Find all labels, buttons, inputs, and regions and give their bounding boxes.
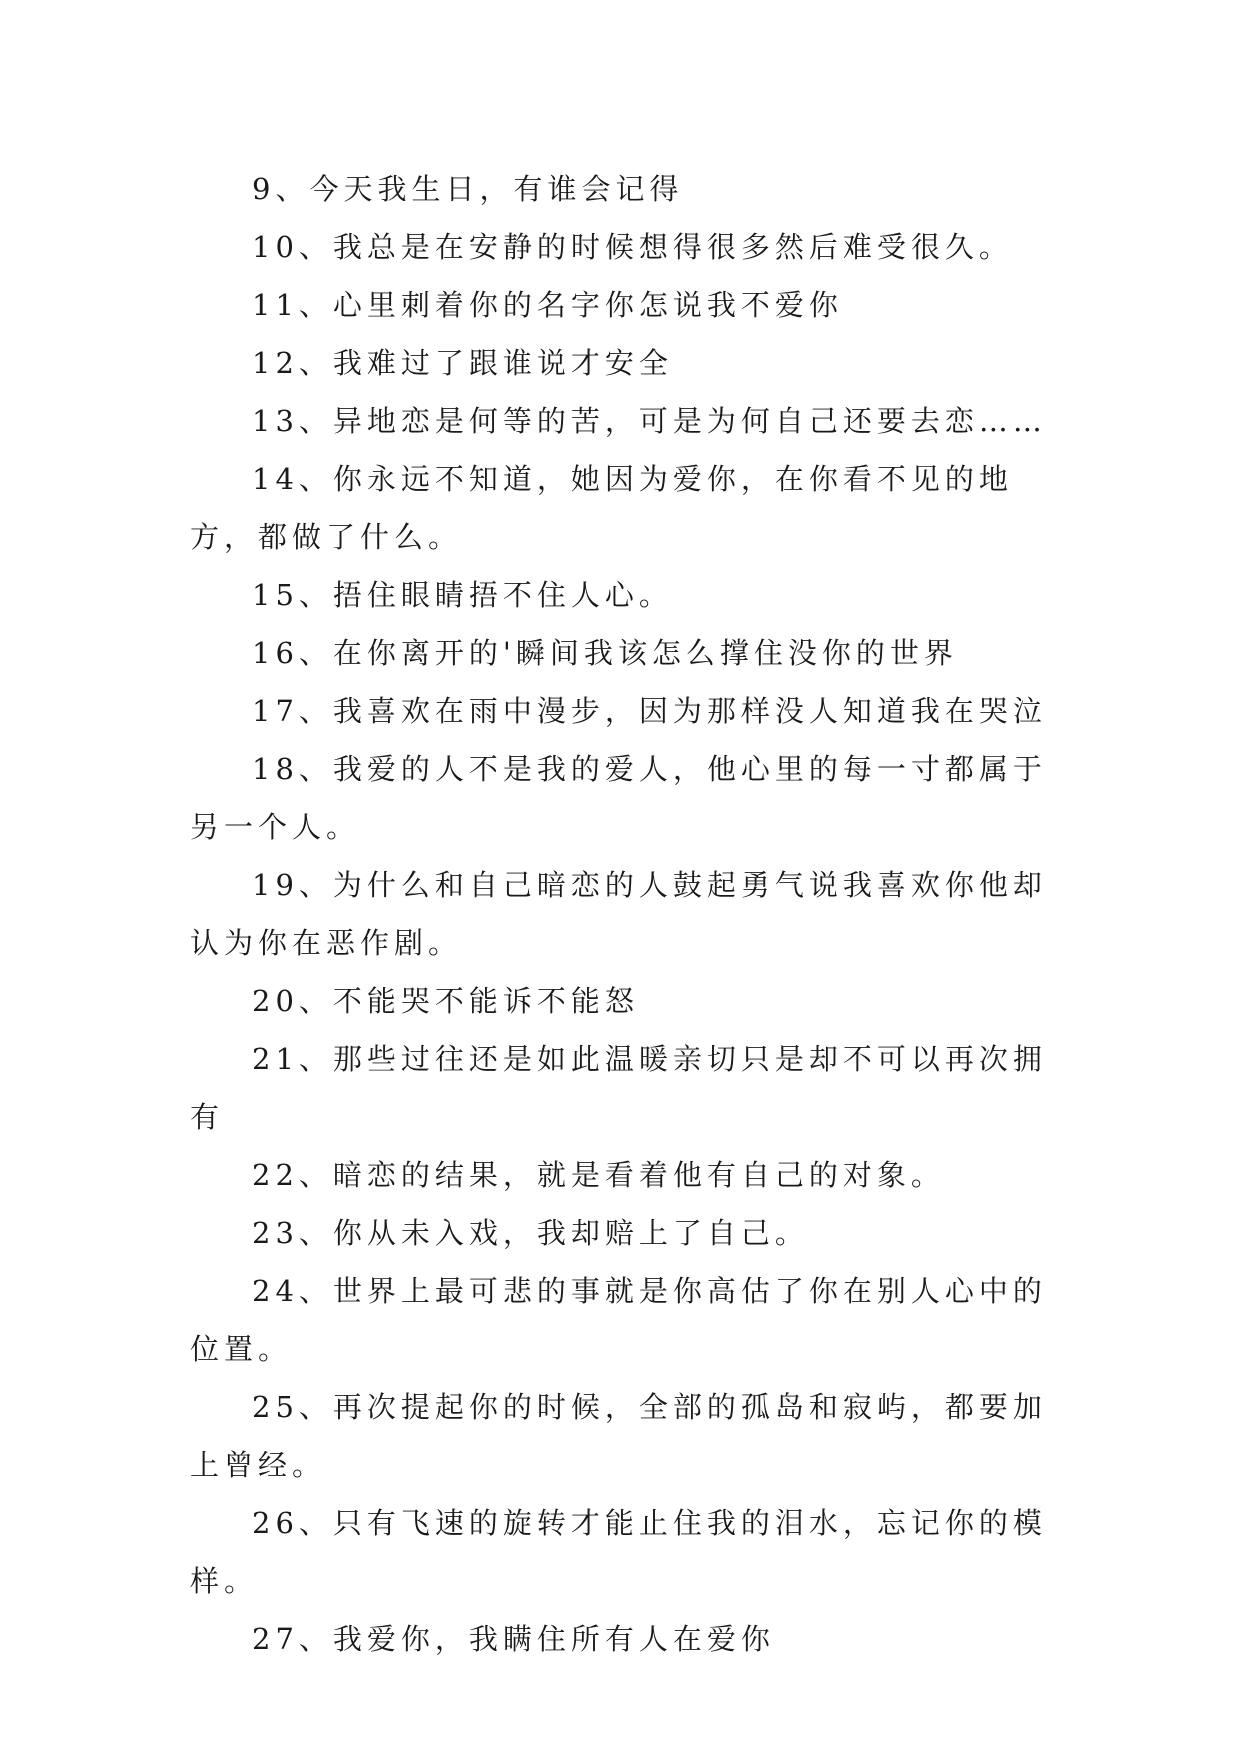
list-item: 12、我难过了跟谁说才安全 (252, 346, 673, 380)
list-item: 13、异地恋是何等的苦，可是为何自己还要去恋…… (252, 404, 1047, 438)
list-item: 10、我总是在安静的时候想得很多然后难受很久。 (252, 230, 1013, 264)
list-item: 23、你从未入戏，我却赔上了自己。 (252, 1216, 809, 1250)
list-item: 17、我喜欢在雨中漫步，因为那样没人知道我在哭泣 (252, 694, 1047, 728)
list-item: 19、为什么和自己暗恋的人鼓起勇气说我喜欢你他却认为你在恶作剧。 (190, 868, 1047, 960)
list-item: 25、再次提起你的时候，全部的孤岛和寂屿，都要加上曾经。 (190, 1390, 1047, 1482)
list-item: 24、世界上最可悲的事就是你高估了你在别人心中的位置。 (190, 1274, 1047, 1366)
list-item: 21、那些过往还是如此温暖亲切只是却不可以再次拥有 (190, 1042, 1047, 1134)
document-body (190, 160, 1060, 1668)
list-item: 18、我爱的人不是我的爱人，他心里的每一寸都属于另一个人。 (190, 752, 1047, 844)
list-item: 16、在你离开的'瞬间我该怎么撑住没你的世界 (252, 636, 958, 670)
list-item: 27、我爱你，我瞒住所有人在爱你 (252, 1622, 775, 1656)
list-item: 15、捂住眼睛捂不住人心。 (252, 578, 673, 612)
list-item: 22、暗恋的结果，就是看着他有自己的对象。 (252, 1158, 945, 1192)
list-item: 20、不能哭不能诉不能怒 (252, 984, 639, 1018)
list-item: 26、只有飞速的旋转才能止住我的泪水，忘记你的模样。 (190, 1506, 1047, 1598)
list-item: 9、今天我生日，有谁会记得 (252, 172, 684, 206)
list-item: 11、心里刺着你的名字你怎说我不爱你 (252, 288, 843, 322)
list-item: 14、你永远不知道，她因为爱你，在你看不见的地方，都做了什么。 (190, 462, 1013, 554)
